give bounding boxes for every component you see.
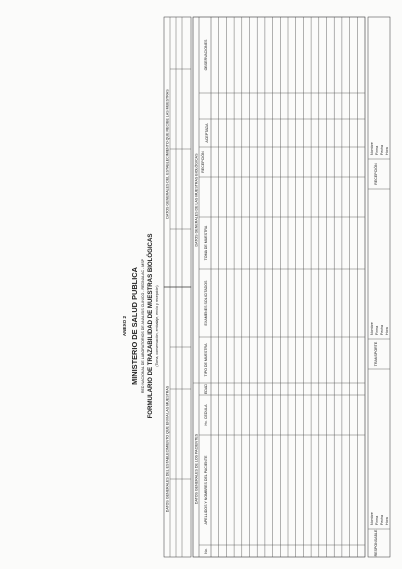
col-collection: TOMA DE MUESTRA (204, 225, 208, 261)
col-patient-names: APELLIDOS Y NOMBRES DEL PACIENTE (204, 455, 208, 525)
form-title: FORMULARIO DE TRAZABILIDAD DE MUESTRAS BIOLÓGICAS (147, 233, 154, 419)
footer-signature-label-3: Firma (375, 145, 379, 155)
col-sample-type: TIPO DE MUESTRA (204, 343, 208, 377)
col-accepted: ACEPTADA (205, 123, 209, 143)
samples-section-title: DATOS GENERALES DE LAS MUESTRAS BIOLÓGICAS (194, 153, 199, 247)
footer-transport: TRANSPORTE (374, 341, 378, 367)
ministry-title: MINISTERIO DE SALUD PUBLICA (130, 267, 139, 385)
annex-label: ANEXO 2 (122, 315, 127, 337)
network-name: RED NACIONAL DE LABORATORIOS DE ANALISIS CLINICO - REDNALAC - MSP (141, 258, 145, 394)
patients-section-title: DATOS GENERALES DE LOS PACIENTES (194, 433, 199, 505)
footer-time-label-3: Hora (385, 147, 389, 155)
footer-name-label-2: Nombre (370, 322, 374, 335)
footer-dispatch: RESPONSABLE (374, 529, 378, 557)
col-age: EDAD (204, 384, 208, 394)
footer-name-label-3: Nombre (370, 142, 374, 155)
footer-date-label-3: Fecha (380, 145, 384, 155)
col-clinical-id: Hc. CEDULA (204, 404, 208, 426)
form-subtitle: (Toma, conservación, embalaje, envío y recepción) (155, 285, 159, 367)
footer-signature-label: Firma (375, 515, 379, 525)
col-observations: OBSERVACIONES (204, 39, 208, 71)
footer-receiver: RECEPCIÓN (374, 163, 378, 185)
footer-date-label: Fecha (380, 515, 384, 525)
footer-signature-label-2: Firma (375, 325, 379, 335)
receiver-section-title: DATOS GENERALES DEL ESTABLECIMIENTO QUE RECIBE LAS MUESTRAS (165, 89, 170, 219)
col-reception: RECEPCIÓN (201, 151, 205, 173)
sender-section-title: DATOS GENERALES DEL ESTABLECIMIENTO QUE ENVIA LAS MUESTRAS (165, 385, 170, 513)
col-number: No. (204, 548, 208, 554)
footer-date-label-2: Fecha (380, 325, 384, 335)
footer-time-label: Hora (385, 517, 389, 525)
footer-time-label-2: Hora (385, 327, 389, 335)
col-exams: EXAMENES SOLICITADOS (204, 280, 208, 326)
footer-name-label: Nombre (370, 512, 374, 525)
